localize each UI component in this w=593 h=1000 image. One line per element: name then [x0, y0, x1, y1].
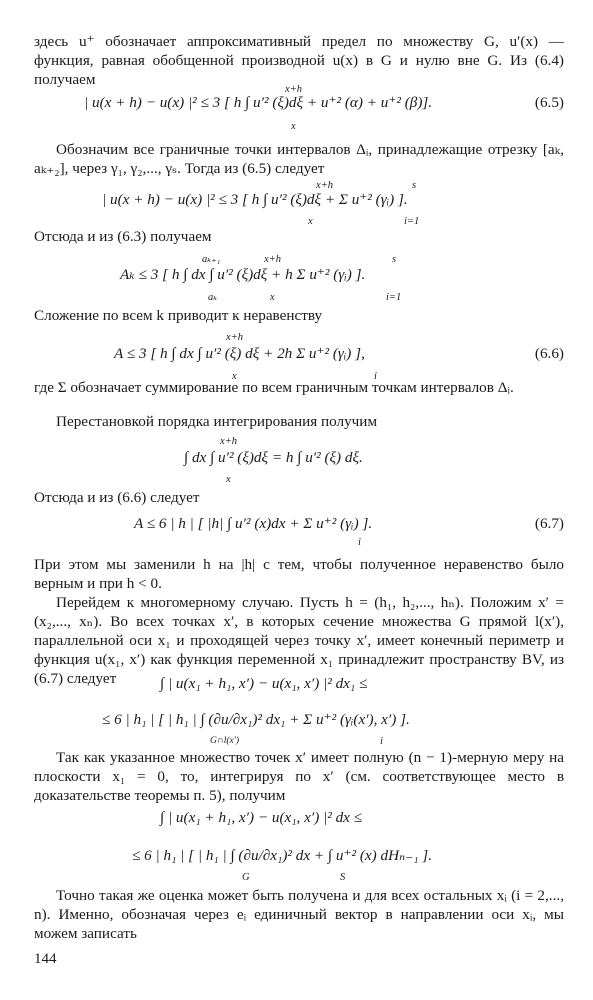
eq65-lower-limit: x — [291, 121, 296, 132]
paragraph-3: Отсюда и из (6.3) получаем — [34, 228, 212, 245]
equation-6-5-number: (6.5) — [534, 94, 564, 111]
equation-4-body: ∫ dx ∫ u′² (ξ)dξ = h ∫ u′² (ξ) dξ. — [184, 449, 363, 466]
equation-5a — [34, 674, 564, 693]
equation-6-6-number: (6.6) — [534, 345, 564, 362]
eq2-sum-upper: s — [412, 180, 417, 191]
eq66-sum-lower: i — [374, 371, 377, 382]
page-number: 144 — [34, 951, 57, 967]
equation-4 — [34, 448, 564, 467]
eq4-lower-limit: x — [226, 474, 231, 485]
equation-5a-body: ∫ | u(x₁ + h₁, x′) − u(x₁, x′) |² dx₁ ≤ — [160, 675, 368, 692]
paragraph-5: где Σ обозначает суммирование по всем граничным точкам интервалов Δᵢ. — [34, 379, 514, 396]
eq6b-int1-lower: G — [242, 872, 250, 883]
eq3-int2-upper: x+h — [264, 254, 281, 265]
eq66-lower-limit: x — [232, 371, 237, 382]
eq67-sum-lower: i — [358, 537, 361, 548]
equation-3 — [34, 265, 564, 284]
paragraph-2: Обозначим все граничные точки интервалов Δᵢ, принадлежащие отрезку [aₖ, aₖ₊₂], через γ₁, γ₂,..., γₛ. Тогда из (6.5) следует — [34, 141, 564, 177]
equation-2 — [34, 190, 564, 209]
eq2-int-lower: x — [308, 216, 313, 227]
eq3-int2-lower: x — [270, 292, 275, 303]
eq5b-sum-lower: i — [380, 736, 383, 747]
equation-5b-body: ≤ 6 | h₁ | [ | h₁ | ∫ (∂u/∂x₁)² dx₁ + Σ u⁺² (γᵢ(x′), x′) ]. — [102, 711, 410, 728]
eq3-int1-upper: aₖ₊₁ — [202, 254, 221, 265]
eq6b-int2-lower: S — [340, 872, 346, 883]
paragraph-9: Перейдем к многомерному случаю. Пусть h = (h₁, h₂,..., hₙ). Положим x′ = (x₂,..., xₙ). Во всех точках x′, в которых сечение множества G прямой l(x′), параллельной оси x₁ и проходящей через точку x′, имеет конечный периметр и функция u(x₁, x′) как функция переменной x₁ принадлежит пространству BV, из (6.7) следует — [34, 594, 564, 687]
equation-6b — [34, 846, 564, 865]
equation-2-body: | u(x + h) − u(x) |² ≤ 3 [ h ∫ u′² (ξ)dξ + Σ u⁺² (γᵢ) ]. — [102, 191, 408, 208]
eq2-sum-lower: i=1 — [404, 216, 420, 227]
eq3-int1-lower: aₖ — [208, 292, 218, 303]
paragraph-8: При этом мы заменили h на |h| с тем, чтобы полученное неравенство было верным и при h < 0. — [34, 556, 564, 592]
paragraph-4: Сложение по всем k приводит к неравенству — [34, 307, 323, 324]
paragraph-11: Точно такая же оценка может быть получена и для всех остальных xᵢ (i = 2,..., n). Именно, обозначая через eᵢ единичный вектор в направлении оси xᵢ, мы можем записать — [34, 887, 564, 942]
paragraph-7: Отсюда и из (6.6) следует — [34, 489, 200, 506]
equation-6-7-body: A ≤ 6 | h | [ |h| ∫ u′² (x)dx + Σ u⁺² (γᵢ) ]. — [134, 515, 373, 532]
eq65-upper-limit: x+h — [285, 84, 302, 95]
equation-6-5-body: | u(x + h) − u(x) |² ≤ 3 [ h ∫ u′² (ξ)dξ + u⁺² (α) + u⁺² (β)]. — [84, 94, 433, 111]
eq5b-int-lower: G∩l(x′) — [210, 736, 239, 746]
equation-6-7 — [34, 514, 564, 533]
eq4-upper-limit: x+h — [220, 436, 237, 447]
equation-6b-body: ≤ 6 | h₁ | [ | h₁ | ∫ (∂u/∂x₁)² dx + ∫ u⁺² (x) dHₙ₋₁ ]. — [132, 847, 432, 864]
equation-6-6 — [34, 344, 564, 363]
equation-6a-body: ∫ | u(x₁ + h₁, x′) − u(x₁, x′) |² dx ≤ — [160, 809, 363, 826]
equation-6a — [34, 808, 564, 827]
equation-3-body: Aₖ ≤ 3 [ h ∫ dx ∫ u′² (ξ)dξ + h Σ u⁺² (γᵢ) ]. — [120, 266, 366, 283]
eq2-int-upper: x+h — [316, 180, 333, 191]
equation-6-7-number: (6.7) — [534, 515, 564, 532]
eq66-upper-limit: x+h — [226, 332, 243, 343]
eq3-sum-lower: i=1 — [386, 292, 402, 303]
equation-5b — [34, 710, 564, 729]
equation-6-6-body: A ≤ 3 [ h ∫ dx ∫ u′² (ξ) dξ + 2h Σ u⁺² (γᵢ) ], — [114, 345, 365, 362]
paragraph-6: Перестановкой порядка интегрирования получим — [56, 413, 378, 430]
eq3-sum-upper: s — [392, 254, 397, 265]
paragraph-10: Так как указанное множество точек x′ имеет полную (n − 1)-мерную меру на плоскости x₁ = 0, то, интегрируя по x′ (см. соответствующее место в доказательстве теоремы п. 5), получим — [34, 749, 564, 804]
paragraph-1: здесь u⁺ обозначает аппроксимативный предел по множеству G, u′(x) — функция, равная обобщенной производной u(x) в G и нулю вне G. Из (6.4) получаем — [34, 33, 564, 88]
